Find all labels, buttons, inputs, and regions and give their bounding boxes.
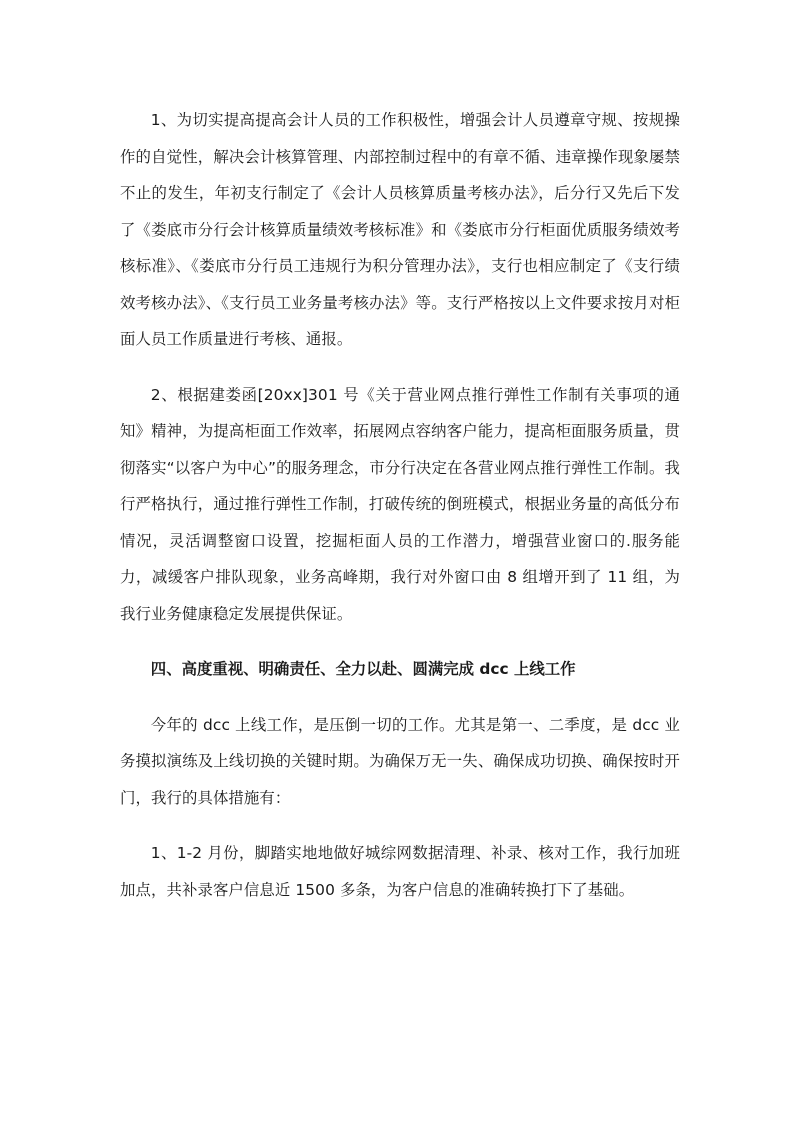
document-body [120, 102, 680, 908]
paragraph-flexible-work-system: 2、根据建娄函[20xx]301 号《关于营业网点推行弹性工作制有关事项的通知》精神，为提高柜面工作效率，拓展网点容纳客户能力，提高柜面服务质量，贯彻落实“以客户为中心”的服务理念，市分行决定在各营业网点推行弹性工作制。我行严格执行，通过推行弹性工作制，打破传统的倒班模式，根据业务量的高低分布情况，灵活调整窗口设置，挖掘柜面人员的工作潜力，增强营业窗口的.服务能力，减缓客户排队现象，业务高峰期，我行对外窗口由 8 组增开到了 11 组，为我行业务健康稳定发展提供保证。 [120, 385, 680, 623]
section-heading: 四、高度重视、明确责任、全力以赴、圆满完成 dcc 上线工作 [150, 660, 576, 678]
paragraph-dcc-intro: 今年的 dcc 上线工作，是压倒一切的工作。尤其是第一、二季度，是 dcc 业务摸拟演练及上线切换的关键时期。为确保万无一失、确保成功切换、确保按时开门，我行的具体措施有： [120, 715, 680, 807]
paragraph-dcc-measure-1: 1、1-2 月份，脚踏实地地做好城综网数据清理、补录、核对工作，我行加班加点，共补录客户信息近 1500 多条，为客户信息的准确转换打下了基础。 [120, 844, 680, 899]
paragraph-accounting-assessment: 1、为切实提高提高会计人员的工作积极性，增强会计人员遵章守规、按规操作的自觉性，解决会计核算管理、内部控制过程中的有章不循、违章操作现象屡禁不止的发生，年初支行制定了《会计人员核算质量考核办法》，后分行又先后下发了《娄底市分行会计核算质量绩效考核标准》和《娄底市分行柜面优质服务绩效考核标准》、《娄底市分行员工违规行为积分管理办法》，支行也相应制定了《支行绩效考核办法》、《支行员工业务量考核办法》等。支行严格按以上文件要求按月对柜面人员工作质量进行考核、通报。 [120, 111, 680, 348]
